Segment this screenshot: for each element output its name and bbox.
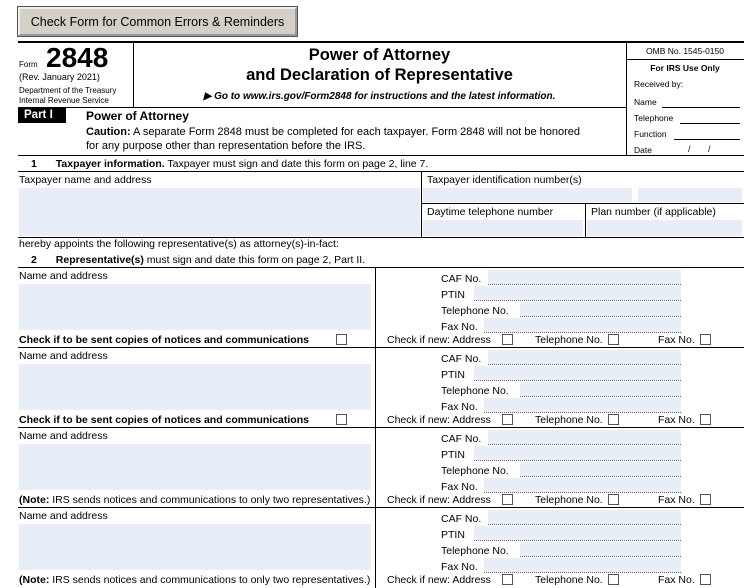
rep2-tel-field[interactable] — [520, 382, 681, 396]
rep1-caf-label: CAF No. — [441, 273, 482, 285]
taxpayer-name-label: Taxpayer name and address — [19, 174, 152, 186]
rep2-caf-field[interactable] — [488, 350, 681, 364]
rep4-ptin-label: PTIN — [441, 529, 465, 541]
rep1-check-new-fax: Fax No. — [658, 334, 695, 346]
rep3-note — [19, 494, 370, 506]
rep4-name-label: Name and address — [19, 510, 108, 522]
rep3-tel-label: Telephone No. — [441, 465, 509, 477]
rep1-name-field[interactable] — [19, 284, 371, 330]
rep3-check-new-address: Check if new: Address — [387, 494, 491, 506]
rep2-copies-checkbox[interactable] — [336, 414, 347, 425]
rep4-tel-label: Telephone No. — [441, 545, 509, 557]
rep1-new-address-checkbox[interactable] — [502, 334, 513, 345]
rep1-ptin-field[interactable] — [474, 286, 681, 300]
dept-line1: Department of the Treasury — [19, 86, 117, 95]
rep4-note-text: IRS sends notices and communications to only two representatives.) — [49, 574, 371, 586]
rep2-new-tel-checkbox[interactable] — [608, 414, 619, 425]
omb-number: OMB No. 1545-0150 — [646, 46, 724, 56]
rep3-fax-label: Fax No. — [441, 481, 478, 493]
form-number: 2848 — [46, 42, 109, 73]
plan-number-label: Plan number (if applicable) — [591, 206, 716, 218]
irs-use-only: For IRS Use Only — [650, 63, 720, 73]
check-form-button[interactable]: Check Form for Common Errors & Reminders — [18, 7, 297, 36]
rep2-tel-label: Telephone No. — [441, 385, 509, 397]
rep3-note-text: IRS sends notices and communications to only two representatives.) — [49, 494, 371, 506]
rep4-caf-field[interactable] — [488, 510, 681, 524]
irs-telephone: Telephone — [634, 113, 674, 123]
rep4-new-address-checkbox[interactable] — [502, 574, 513, 585]
rep1-check-new-address: Check if new: Address — [387, 334, 491, 346]
rep3-name-label: Name and address — [19, 430, 108, 442]
rep3-new-tel-checkbox[interactable] — [608, 494, 619, 505]
line2-num: 2 — [31, 254, 37, 266]
rep3-tel-field[interactable] — [520, 462, 681, 476]
form-title-1: Power of Attorney — [308, 46, 451, 64]
caution-line1 — [86, 126, 580, 138]
rep4-caf-label: CAF No. — [441, 513, 482, 525]
caution-text: A separate Form 2848 must be completed for each taxpayer. Form 2848 will not be honored — [130, 126, 581, 138]
rep2-ptin-field[interactable] — [474, 366, 681, 380]
rep4-new-tel-checkbox[interactable] — [608, 574, 619, 585]
irs-function: Function — [634, 129, 667, 139]
rep3-check-new-tel: Telephone No. — [535, 494, 603, 506]
rep3-ptin-field[interactable] — [474, 446, 681, 460]
revision: (Rev. January 2021) — [19, 72, 100, 82]
part1-label: Part I — [18, 108, 66, 123]
rep1-name-label: Name and address — [19, 270, 108, 282]
rep1-copies-label: Check if to be sent copies of notices and communications — [19, 334, 309, 346]
irs-name: Name — [634, 97, 657, 107]
rep4-tel-field[interactable] — [520, 542, 681, 556]
taxpayer-name-field[interactable] — [19, 188, 420, 236]
appoints-text: hereby appoints the following representative(s) as attorney(s)-in-fact: — [19, 238, 339, 250]
plan-number-field[interactable] — [587, 220, 742, 236]
goto-instructions: ▶ Go to www.irs.gov/Form2848 for instructions and the latest information. — [203, 91, 556, 102]
dept-line2: Internal Revenue Service — [19, 96, 109, 105]
rep1-ptin-label: PTIN — [441, 289, 465, 301]
rep2-check-new-fax: Fax No. — [658, 414, 695, 426]
rep1-new-tel-checkbox[interactable] — [608, 334, 619, 345]
caution-line2: for any purpose other than representation before the IRS. — [86, 140, 366, 152]
irs-date: Date — [634, 145, 652, 155]
rep2-copies-label: Check if to be sent copies of notices and communications — [19, 414, 309, 426]
rep3-caf-field[interactable] — [488, 430, 681, 444]
line1-num: 1 — [31, 158, 37, 170]
form-word: Form — [19, 60, 38, 69]
rep4-fax-field[interactable] — [484, 558, 681, 572]
part1-title: Power of Attorney — [86, 109, 189, 123]
line1-text: Taxpayer must sign and date this form on page 2, line 7. — [164, 158, 429, 170]
rep2-fax-field[interactable] — [484, 398, 681, 412]
line1-header — [31, 158, 428, 170]
daytime-phone-label: Daytime telephone number — [427, 206, 554, 218]
rep1-check-new-tel: Telephone No. — [535, 334, 603, 346]
rep4-note-label: (Note: — [19, 574, 50, 586]
rep2-name-label: Name and address — [19, 350, 108, 362]
rep2-check-new-address: Check if new: Address — [387, 414, 491, 426]
rep3-new-address-checkbox[interactable] — [502, 494, 513, 505]
rep1-tel-field[interactable] — [520, 302, 681, 316]
rep4-check-new-fax: Fax No. — [658, 574, 695, 586]
rep3-ptin-label: PTIN — [441, 449, 465, 461]
rep2-ptin-label: PTIN — [441, 369, 465, 381]
rep3-fax-field[interactable] — [484, 478, 681, 492]
form-title-2: and Declaration of Representative — [246, 66, 513, 84]
daytime-phone-field[interactable] — [423, 220, 583, 236]
rep1-fax-field[interactable] — [484, 318, 681, 332]
rep3-check-new-fax: Fax No. — [658, 494, 695, 506]
rep3-caf-label: CAF No. — [441, 433, 482, 445]
rep4-name-field[interactable] — [19, 524, 371, 570]
rep3-name-field[interactable] — [19, 444, 371, 490]
rep2-check-new-tel: Telephone No. — [535, 414, 603, 426]
rep1-fax-label: Fax No. — [441, 321, 478, 333]
rep2-new-address-checkbox[interactable] — [502, 414, 513, 425]
received-by: Received by: — [634, 79, 684, 89]
rep2-caf-label: CAF No. — [441, 353, 482, 365]
line2-bold: Representative(s) — [55, 254, 144, 266]
rep2-name-field[interactable] — [19, 364, 371, 410]
rep4-fax-label: Fax No. — [441, 561, 478, 573]
rep4-new-fax-checkbox[interactable] — [700, 574, 711, 585]
rep1-caf-field[interactable] — [488, 270, 681, 284]
rep2-fax-label: Fax No. — [441, 401, 478, 413]
rep1-copies-checkbox[interactable] — [336, 334, 347, 345]
tin-field-1[interactable] — [423, 188, 632, 202]
rep1-tel-label: Telephone No. — [441, 305, 509, 317]
irs-date-slashes: / / — [688, 144, 711, 154]
rep3-note-label: (Note: — [19, 494, 50, 506]
rep4-check-new-tel: Telephone No. — [535, 574, 603, 586]
tin-field-2[interactable] — [638, 188, 742, 202]
rep4-note — [19, 574, 370, 586]
rep1-new-fax-checkbox[interactable] — [700, 334, 711, 345]
line2-text: must sign and date this form on page 2, Part II. — [143, 254, 366, 266]
rep2-new-fax-checkbox[interactable] — [700, 414, 711, 425]
caution-label: Caution: — [86, 126, 131, 138]
rep4-ptin-field[interactable] — [474, 526, 681, 540]
line1-bold: Taxpayer information. — [55, 158, 165, 170]
line2-header — [31, 254, 365, 266]
rep3-new-fax-checkbox[interactable] — [700, 494, 711, 505]
rep4-check-new-address: Check if new: Address — [387, 574, 491, 586]
tin-label: Taxpayer identification number(s) — [427, 174, 582, 186]
